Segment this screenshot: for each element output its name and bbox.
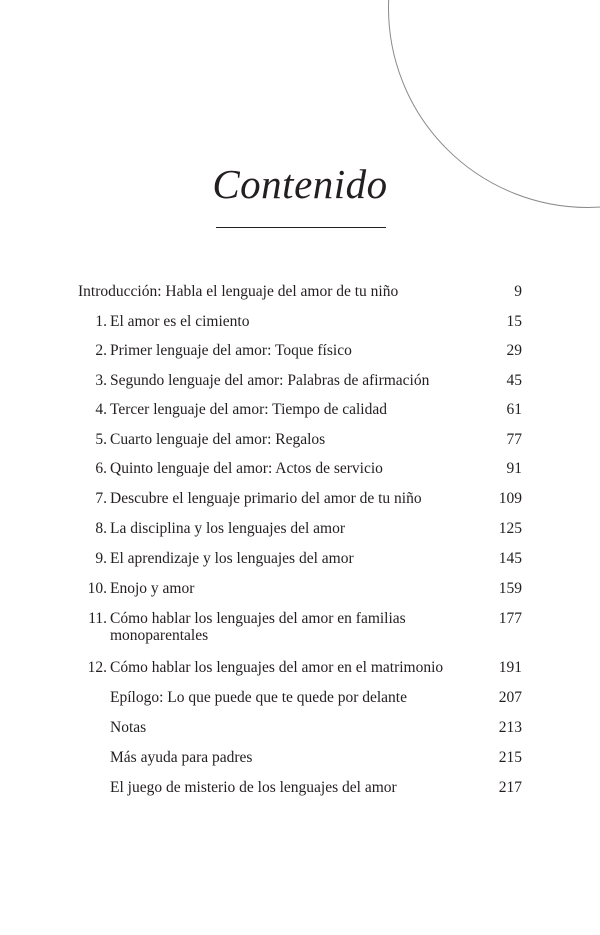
toc-entry-page: 217 <box>498 779 522 796</box>
toc-entry-title: Epílogo: Lo que puede que te quede por delante <box>110 689 407 706</box>
toc-entry-number: 9. <box>95 550 107 567</box>
toc-entry-number: 4. <box>95 401 107 418</box>
toc-entry-number: 8. <box>95 520 107 537</box>
page-title: Contenido <box>212 161 388 207</box>
toc-entry-number: 10. <box>87 580 107 597</box>
toc-entry-number: 3. <box>95 372 107 389</box>
toc-entry-page: 45 <box>506 372 522 389</box>
toc-entry-page: 145 <box>498 550 522 567</box>
toc-entry-title: Más ayuda para padres <box>110 749 253 766</box>
toc-entry-title: Cuarto lenguaje del amor: Regalos <box>110 431 326 448</box>
toc-entry-page: 61 <box>506 401 522 418</box>
toc-entry-title: El aprendizaje y los lenguajes del amor <box>110 550 354 567</box>
toc-entry-page: 77 <box>506 431 522 448</box>
toc-entry-title: Primer lenguaje del amor: Toque físico <box>110 342 352 359</box>
toc-entry-title: Cómo hablar los lenguajes del amor en familias monoparentales <box>110 610 406 644</box>
toc-entry-page: 9 <box>514 283 522 300</box>
toc-entry-page: 15 <box>506 313 522 330</box>
toc-entry-title: Quinto lenguaje del amor: Actos de servicio <box>110 460 383 477</box>
toc-entry-page: 91 <box>506 460 522 477</box>
toc-entry-page: 213 <box>498 719 522 736</box>
toc-entry-title: Cómo hablar los lenguajes del amor en el matrimonio <box>110 659 444 676</box>
toc-entry-number: 11. <box>88 610 107 627</box>
toc-entry-page: 109 <box>498 490 522 507</box>
toc-entry-number: 1. <box>95 313 107 330</box>
toc-entry-title: Tercer lenguaje del amor: Tiempo de calidad <box>110 401 387 418</box>
toc-entry-title: El amor es el cimiento <box>110 313 250 330</box>
toc-entry-page: 215 <box>498 749 522 766</box>
toc-entry-title: Notas <box>110 719 147 736</box>
toc-entry-number: 7. <box>95 490 107 507</box>
toc-entry-number: 12. <box>87 659 107 676</box>
toc-entry-number: 2. <box>95 342 107 359</box>
toc-entry-title: Introducción: Habla el lenguaje del amor de tu niño <box>78 283 399 300</box>
toc-entry-page: 125 <box>498 520 522 537</box>
toc-entry-page: 159 <box>498 580 522 597</box>
toc-entry-title: Descubre el lenguaje primario del amor de tu niño <box>110 490 422 507</box>
toc-entry-title: El juego de misterio de los lenguajes del amor <box>110 779 397 796</box>
toc-entry-title: La disciplina y los lenguajes del amor <box>110 520 346 537</box>
toc-entry-title: Segundo lenguaje del amor: Palabras de afirmación <box>110 372 430 389</box>
toc-entry-page: 191 <box>498 659 522 676</box>
toc-entry-page: 207 <box>498 689 522 706</box>
toc-entry-page: 29 <box>506 342 522 359</box>
toc-entry-title: Enojo y amor <box>110 580 195 597</box>
toc-entry-page: 177 <box>498 610 522 627</box>
toc-entry-number: 5. <box>95 431 107 448</box>
toc-entry-number: 6. <box>95 460 107 477</box>
